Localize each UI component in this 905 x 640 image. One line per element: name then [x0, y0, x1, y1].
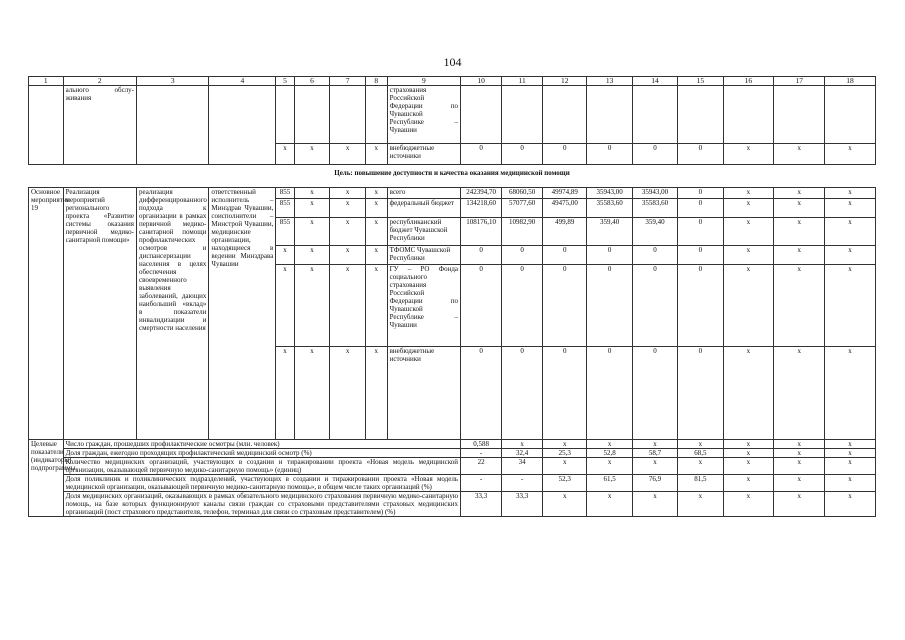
funding-source: республиканский бюджет Чувашской Республики	[387, 218, 460, 246]
goal-row	[29, 165, 876, 188]
funding-source: ГУ – РО Фонда социального страхования Российской Федерации по Чувашской Республике – Чувашии	[387, 265, 460, 347]
funding-source: внебюджетные источники	[387, 144, 460, 165]
indicator-row: Доля поликлиник и поликлинических подразделений, участвующих в создании и тиражировании проекта «Новая модель медицинской организации, оказывающей первичную медико-санитарную помощь», в общем числе таких организаций (%) - - 52,3 61,5 76,9 81,5 х х х	[29, 475, 876, 492]
table-row	[29, 86, 876, 144]
col-number: 13	[587, 77, 632, 86]
col-number: 4	[209, 77, 276, 86]
col-number: 12	[543, 77, 587, 86]
table-row: Основное мероприятие 19 Реализация мероприятий регионального проекта «Развитие системы оказания первичной медико-санитарной помощи» реализация дифференцированного подхода к организации в рамках первичной медико-санитарной помощи профилактических осмотров и диспансеризации населения в целях обеспечения своевременного выявления заболеваний, дающих наибольший «вклад» в показатели инвалидизации и смертности населения ответственный исполнитель – Минздрав Чувашии, соисполнители – Минстрой Чувашии, медицинские организации, находящиеся в ведении Минздрава Чувашии 855 х х х всего 242394,70 68060,50 49974,89 35943,00 35943,00 0 х х х	[29, 188, 876, 199]
event-description: реализация дифференцированного подхода к организации в рамках первичной медико-санитарной помощи профилактических осмотров и диспансеризации населения в целях обеспечения своевременного выявления заболеваний, дающих наибольший «вклад» в показатели инвалидизации и смертности населения	[137, 188, 209, 440]
funding-source: федеральный бюджет	[387, 199, 460, 218]
col-number: 11	[502, 77, 543, 86]
activity-name-continued: ального обслу-живания	[63, 86, 136, 165]
indicators-label: Целевые показатели (индикаторы) подпрограммы,	[29, 440, 64, 517]
col-number: 18	[825, 77, 876, 86]
col-number: 16	[723, 77, 774, 86]
col-number: 9	[387, 77, 460, 86]
table-row: 855 х х х республиканский бюджет Чувашской Республики 108176,10 10982,90 499,89 359,40 359,40 0 х х х	[29, 218, 876, 246]
indicator-row: Доля граждан, ежегодно проходящих профилактический медицинский осмотр (%) - 32,4 25,3 52,8 58,7 68,5 х х х	[29, 449, 876, 458]
col-number: 1	[29, 77, 64, 86]
indicator-row: Доля медицинских организаций, оказывающих в рамках обязательного медицинского страхования первичную медико-санитарную помощь, на базе которых функционируют каналы связи граждан со страховыми представителями страховых медицинских организаций (пост страхового представителя, телефон, терминал для связи со страховым представителем) (%) 33,3 33,3 х х х х х х х	[29, 492, 876, 517]
indicator-text: Доля медицинских организаций, оказывающих в рамках обязательного медицинского страхования первичную медико-санитарную помощь, на базе которых функционируют каналы связи граждан со страховыми представителями страховых медицинских организаций (пост страхового представителя, телефон, терминал для связи со страховым представителем) (%)	[63, 492, 460, 517]
page-number: 104	[443, 55, 462, 69]
col-number: 17	[774, 77, 825, 86]
indicator-text: Доля граждан, ежегодно проходящих профилактический медицинский осмотр (%)	[63, 449, 460, 458]
table-row: х х х х ГУ – РО Фонда социального страхования Российской Федерации по Чувашской Республике – Чувашии 0 0 0 0 0 0 х х х	[29, 265, 876, 347]
funding-source: внебюджетные источники	[387, 347, 460, 440]
table-row: 855 х х х федеральный бюджет 134218,60 57077,60 49475,00 35583,60 35583,60 0 х х х	[29, 199, 876, 218]
indicator-row: Количество медицинских организаций, участвующих в создании и тиражировании проекта «Новая модель медицинской организации, оказывающей первичную медико-санитарную помощь» (единиц) 22 34 х х х х х х х	[29, 458, 876, 475]
col-number: 8	[366, 77, 388, 86]
program-table	[28, 76, 876, 517]
funding-source: всего	[387, 188, 460, 199]
indicator-row: Целевые показатели (индикаторы) подпрограммы, Число граждан, прошедших профилактические осмотры (млн. человек) 0,588 х х х х х х х х	[29, 440, 876, 449]
col-number: 7	[330, 77, 366, 86]
col-number: 6	[294, 77, 330, 86]
col-number: 2	[63, 77, 136, 86]
table-row: х х х х ТФОМС Чувашской Республики 0 0 0 0 0 0 х х х	[29, 246, 876, 265]
indicator-text: Доля поликлиник и поликлинических подразделений, участвующих в создании и тиражировании проекта «Новая модель медицинской организации, оказывающей первичную медико-санитарную помощь», в общем числе таких организаций (%)	[63, 475, 460, 492]
goal-heading: Цель: повышение доступности и качества оказания медицинской помощи	[334, 169, 570, 177]
indicator-text: Число граждан, прошедших профилактические осмотры (млн. человек)	[63, 440, 460, 449]
funding-source: ТФОМС Чувашской Республики	[387, 246, 460, 265]
col-number: 10	[461, 77, 502, 86]
col-number: 15	[678, 77, 723, 86]
event-executors: ответственный исполнитель – Минздрав Чувашии, соисполнители – Минстрой Чувашии, медицинские организации, находящиеся в ведении Минздрава Чувашии	[209, 188, 276, 440]
col-number: 3	[137, 77, 209, 86]
event-title: Реализация мероприятий регионального проекта «Развитие системы оказания первичной медико-санитарной помощи»	[63, 188, 136, 440]
col-number: 14	[632, 77, 677, 86]
event-label: Основное мероприятие 19	[29, 188, 64, 440]
table-row: х х х х внебюджетные источники 0 0 0 0 0 0 х х х	[29, 347, 876, 440]
funding-source: страхования Российской Федерации по Чувашской Республике – Чувашии	[387, 86, 460, 144]
column-number-row	[29, 77, 876, 86]
indicator-text: Количество медицинских организаций, участвующих в создании и тиражировании проекта «Новая модель медицинской организации, оказывающей первичную медико-санитарную помощь» (единиц)	[63, 458, 460, 475]
col-number: 5	[276, 77, 294, 86]
table-row: х х х х внебюджетные источники 0 0 0 0 0 0 х х х	[29, 144, 876, 165]
